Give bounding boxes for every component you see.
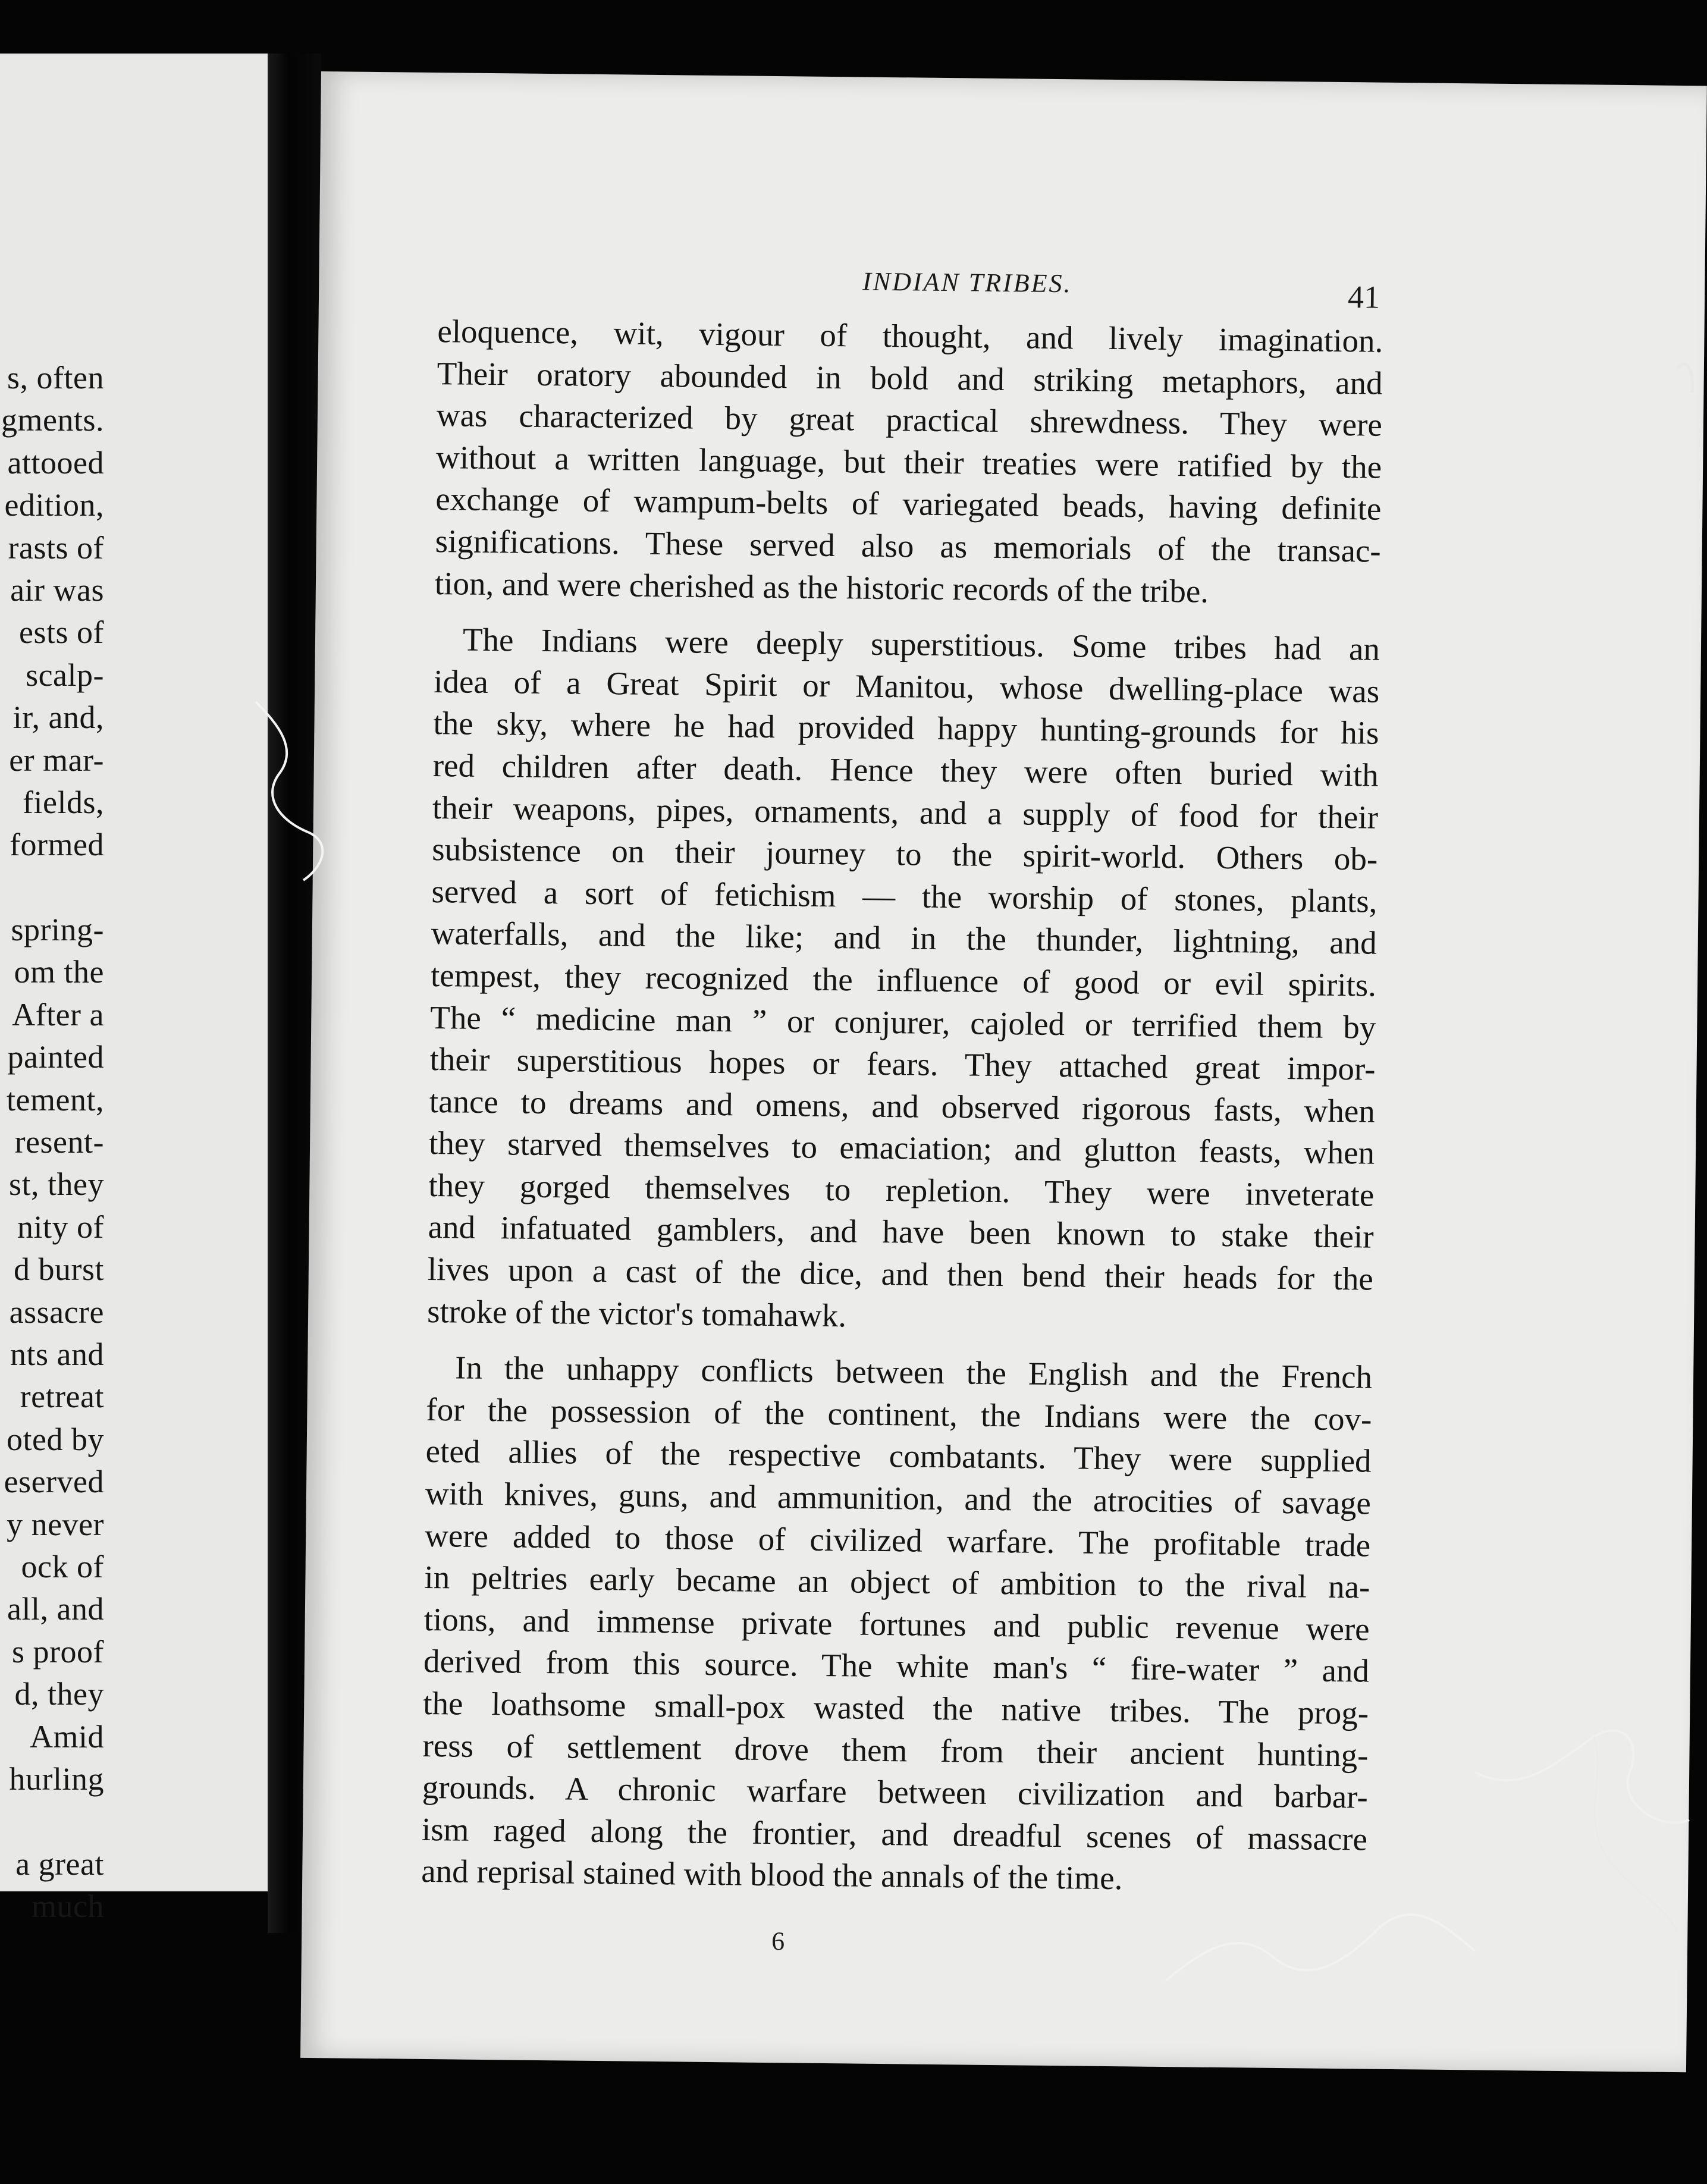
text-line: lives upon a cast of the dice, and then bend their heads for the [427, 1251, 1374, 1297]
text-line: Their oratory abounded in bold and striking metaphors, and [437, 354, 1383, 401]
facing-page-line: After a [12, 996, 104, 1033]
page-number: 41 [1347, 279, 1380, 315]
facing-page-line: y never [7, 1506, 104, 1542]
text-line: and infatuated gamblers, and have been known to stake their [428, 1209, 1374, 1256]
text-line: idea of a Great Spirit or Manitou, whose dwelling-place was [433, 663, 1380, 710]
facing-page-line: d, they [14, 1676, 104, 1712]
facing-page-line: a great [15, 1846, 104, 1882]
facing-page-line: resent- [14, 1124, 104, 1160]
text-line: derived from this source. The white man's “ fire-water ” and [423, 1643, 1370, 1690]
facing-page-line: fields, [23, 784, 104, 820]
text-line: red children after death. Hence they were often buried with [432, 746, 1379, 793]
facing-page-line: all, and [7, 1591, 104, 1627]
text-line: for the possession of the continent, the Indians were the cov- [426, 1391, 1372, 1438]
paragraph [421, 1347, 1373, 1902]
facing-page-line: rasts of [8, 529, 104, 566]
text-line: the loathsome small-pox wasted the native tribes. The prog- [422, 1684, 1369, 1731]
facing-page [0, 54, 268, 1925]
facing-page-text [0, 357, 104, 1928]
text-line: The “ medicine man ” or conjurer, cajoled or terrified them by [430, 999, 1376, 1046]
text-line: subsistence on their journey to the spirit-world. Others ob- [431, 831, 1378, 877]
facing-page-line: oted by [7, 1421, 104, 1457]
facing-page-line: spring- [11, 912, 104, 948]
facing-page-line: gments. [1, 402, 104, 438]
text-line: stroke of the victor's tomahawk. [426, 1292, 847, 1334]
facing-page-line: ock of [21, 1548, 104, 1584]
text-line: the sky, where he had provided happy hunting-grounds for his [433, 705, 1379, 752]
facing-page-line: er mar- [9, 742, 104, 778]
facing-page-line: ests of [19, 614, 104, 651]
facing-page-line: nity of [17, 1209, 104, 1245]
facing-page-line: om the [14, 954, 104, 990]
running-head [319, 256, 1705, 318]
text-line: in peltries early became an object of ambition to the rival na- [424, 1559, 1370, 1605]
text-line: their weapons, pipes, ornaments, and a supply of food for their [432, 789, 1379, 836]
facing-page-line: painted [7, 1039, 104, 1075]
facing-page-line: formed [10, 827, 104, 863]
text-line: were added to those of civilized warfare. The profitable trade [424, 1517, 1371, 1564]
facing-page-line: eserved [4, 1464, 104, 1500]
facing-page-line [0, 1800, 104, 1843]
text-line: they gorged themselves to repletion. They were inveterate [428, 1166, 1375, 1213]
text-line: served a sort of fetichism — the worship of stones, plants, [431, 873, 1377, 920]
facing-page-line: st, they [9, 1166, 104, 1203]
facing-page-line: much [32, 1888, 104, 1925]
facing-page-line: s proof [12, 1633, 104, 1670]
text-line: significations. These served also as memorials of the transac- [435, 523, 1381, 569]
text-line: eloquence, wit, vigour of thought, and lively imagination. [437, 313, 1383, 359]
printer-signature-mark: 6 [771, 1926, 785, 1956]
facing-page-line: retreat [20, 1379, 104, 1415]
text-line: and reprisal stained with blood the annals of the time. [421, 1853, 1123, 1897]
facing-page-line: s, often [7, 360, 104, 396]
facing-page-line: scalp- [26, 657, 104, 693]
paragraph [435, 310, 1383, 614]
facing-page-line: tement, [7, 1081, 104, 1118]
text-line: was characterized by great practical shrewdness. They were [436, 397, 1383, 443]
text-line: ress of settlement drove them from their ancient hunting- [422, 1727, 1369, 1774]
facing-page-line: Amid [29, 1718, 104, 1755]
body-text [421, 310, 1383, 1902]
facing-page-line: d burst [14, 1251, 104, 1288]
facing-page-line [0, 867, 104, 909]
text-line: waterfalls, and the like; and in the thunder, lightning, and [431, 915, 1377, 961]
paragraph [427, 619, 1380, 1342]
text-line: without a written language, but their treaties were ratified by the [435, 438, 1382, 485]
book-page [300, 71, 1707, 2072]
text-line: exchange of wampum-belts of variegated beads, having definite [435, 481, 1382, 528]
text-line: tion, and were cherished as the historic records of the tribe. [434, 564, 1209, 610]
running-title: INDIAN TRIBES. [862, 266, 1072, 299]
text-line: their superstitious hopes or fears. They attached great impor- [429, 1041, 1376, 1087]
text-line: eted allies of the respective combatants. They were supplied [425, 1433, 1372, 1480]
text-line: tance to dreams and omens, and observed rigorous fasts, when [429, 1082, 1376, 1129]
text-line: grounds. A chronic warfare between civilization and barbar- [422, 1769, 1369, 1815]
facing-page-line: hurling [9, 1761, 104, 1797]
text-line: with knives, guns, and ammunition, and the atrocities of savage [425, 1474, 1372, 1521]
text-line: they starved themselves to emaciation; and glutton feasts, when [428, 1125, 1375, 1171]
facing-page-line: air was [10, 572, 104, 608]
facing-page-line: assacre [9, 1294, 104, 1330]
facing-page-line: attooed [7, 444, 104, 481]
text-line: ism raged along the frontier, and dreadful scenes of massacre [421, 1810, 1368, 1857]
text-line: In the unhappy conflicts between the English and the French [454, 1349, 1373, 1395]
text-line: tempest, they recognized the influence of good or evil spirits. [430, 956, 1377, 1003]
text-line: tions, and immense private fortunes and public revenue were [423, 1601, 1370, 1648]
text-line: The Indians were deeply superstitious. Some tribes had an [462, 621, 1380, 667]
facing-page-line: nts and [10, 1336, 104, 1372]
facing-page-line: ir, and, [12, 699, 104, 736]
facing-page-line: edition, [4, 487, 104, 523]
